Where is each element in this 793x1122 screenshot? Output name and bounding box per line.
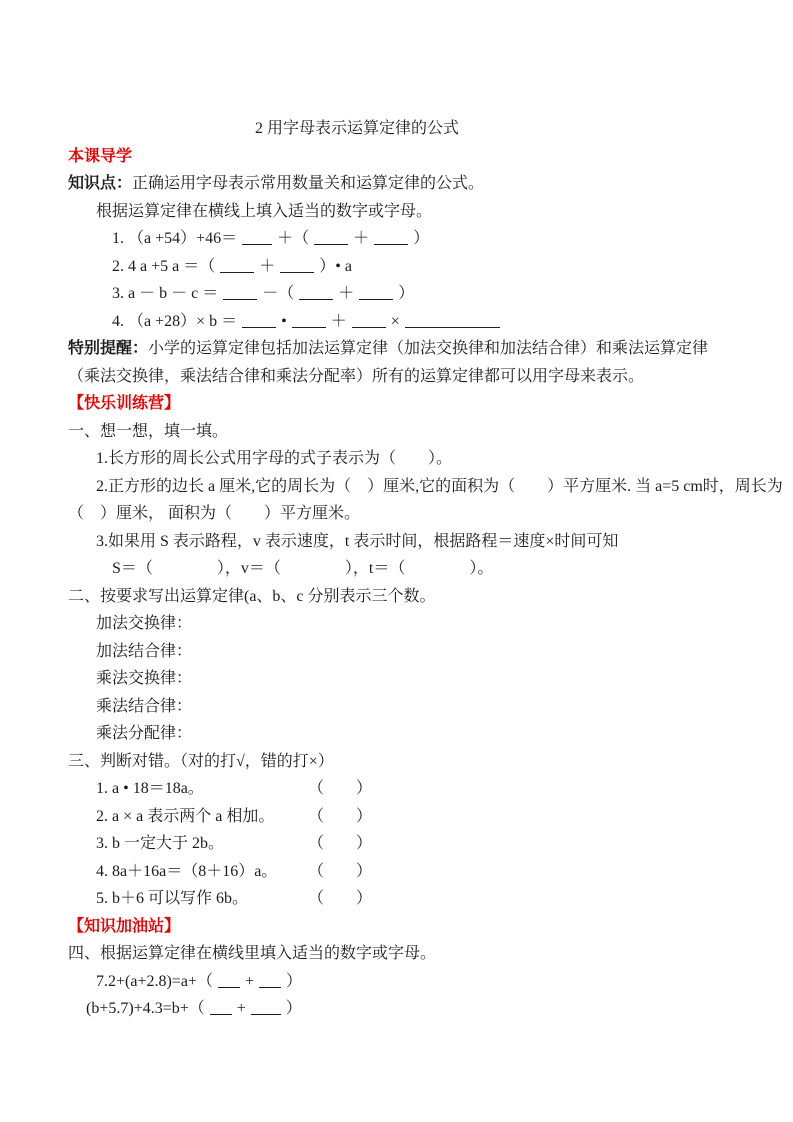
fill-blank: [405, 312, 500, 328]
judge-item-4: [68, 858, 739, 886]
special-reminder-label: 特别提醒：: [68, 340, 149, 357]
fill-text: ＋: [353, 230, 370, 247]
fill-text: 7.2+(a+2.8)=a+（: [96, 972, 213, 990]
fill-text: －（: [262, 285, 295, 302]
fill-text: ）: [285, 1000, 302, 1017]
judge-answer-paren: （ ）: [308, 780, 373, 797]
fill-blank: [251, 999, 281, 1015]
question1-item3-line1: 3.如果用 S 表示路程，v 表示速度，t 表示时间，根据路程＝速度×时间可知: [96, 532, 619, 550]
fill-blank: [259, 972, 281, 988]
judge-answer-paren: （ ）: [308, 890, 373, 907]
fill-text: ＋: [330, 312, 347, 330]
judge-item-3: [68, 830, 739, 858]
law-commutative-multiplication: 乘法交换律：: [96, 670, 193, 687]
question4-header: 四、根据运算定律在横线里填入适当的数字或字母。: [68, 945, 437, 962]
fill-text: (b+5.7)+4.3=b+（: [86, 1000, 205, 1017]
fill-blank: [223, 284, 257, 300]
fill-blank: [314, 229, 348, 245]
question4-fill-2: [68, 995, 739, 1023]
judge-text: 2. a × a 表示两个 a 相加。: [96, 807, 275, 825]
fill-text: ）: [398, 285, 415, 302]
judge-item-2: [68, 803, 739, 831]
fill-text: 3. a － b － c ＝: [112, 285, 219, 302]
knowledge-point-line: [68, 170, 739, 198]
fill-text: ×: [390, 312, 400, 330]
fill-text: ＋（: [277, 230, 310, 247]
fill-blank: [352, 312, 386, 328]
knowledge-point-text: 正确运用字母表示常用数量关和运算定律的公式。: [132, 175, 485, 192]
fill-blank: [210, 999, 232, 1015]
fill-blank: [220, 257, 254, 273]
fill-blank: [299, 284, 333, 300]
question2-header: 二、按要求写出运算定律(a、b、c 分别表示三个数。: [68, 587, 436, 605]
fill-text: +: [236, 1000, 246, 1017]
fill-blank: [218, 972, 240, 988]
fill-text: 2. 4 a +5 a ＝（: [112, 257, 216, 275]
fill-text: +: [244, 972, 254, 990]
fill-blank: [374, 229, 408, 245]
question1-item2-line2: （ ）厘米， 面积为（ ）平方厘米。: [68, 505, 361, 522]
fill-blank: [292, 312, 326, 328]
knowledge-station-heading: 【知识加油站】: [68, 917, 181, 935]
question1-item1: 1.长方形的周长公式用字母的式子表示为（ ）。: [96, 450, 453, 467]
special-reminder: [68, 335, 739, 390]
fill-text: ＋: [338, 285, 355, 302]
fill-text: ）: [286, 972, 303, 990]
guide-heading: 本课导学: [68, 147, 133, 165]
guide-instruction: 根据运算定律在横线上填入适当的数字或字母。: [96, 202, 433, 220]
knowledge-point-label: 知识点：: [68, 175, 133, 192]
question1-item2-line1: 2.正方形的边长 a 厘米,它的周长为（ ）厘米,它的面积为（ ）平方厘米. 当 a=5 cm时，周长为: [96, 477, 783, 495]
judge-item-1: [68, 775, 739, 803]
judge-text: 3. b 一定大于 2b。: [96, 835, 225, 852]
fill-blank: [359, 284, 393, 300]
law-associative-multiplication: 乘法结合律：: [96, 697, 193, 715]
fill-blank: [242, 312, 276, 328]
fill-blank: [280, 257, 314, 273]
judge-text: 5. b＋6 可以写作 6b。: [96, 890, 249, 907]
question1-header: 一、想一想，填一填。: [68, 422, 229, 440]
guide-fill-item-2: [68, 253, 739, 281]
question1-item3-line2: S＝（ ），v＝（ ），t＝（ ）。: [112, 560, 494, 577]
guide-fill-item-3: [68, 280, 739, 308]
law-commutative-addition: 加法交换律：: [96, 615, 193, 632]
question4-fill-1: [68, 968, 739, 996]
fill-text: 4. （a +28）× b ＝: [112, 312, 238, 330]
judge-answer-paren: （ ）: [308, 807, 373, 825]
judge-answer-paren: （ ）: [308, 835, 373, 852]
law-distributive-multiplication: 乘法分配律：: [96, 725, 193, 742]
fill-blank: [242, 229, 272, 245]
judge-text: 1. a • 18＝18a。: [96, 780, 204, 797]
page-title: 2 用字母表示运算定律的公式: [255, 120, 460, 137]
law-associative-addition: 加法结合律：: [96, 642, 193, 660]
fill-text: ＋: [259, 257, 276, 275]
judge-answer-paren: （ ）: [308, 862, 373, 880]
fill-text: ）: [413, 230, 430, 247]
guide-fill-item-4: [68, 308, 739, 336]
fill-text: •: [281, 312, 287, 330]
judge-item-5: [68, 885, 739, 913]
fill-text: 1. （a +54）+46＝: [112, 230, 238, 247]
judge-text: 4. 8a＋16a＝（8＋16）a。: [96, 862, 278, 880]
happy-camp-heading: 【快乐训练营】: [68, 395, 181, 412]
fill-text: ）• a: [319, 257, 352, 275]
special-reminder-text: 小学的运算定律包括加法运算定律（加法交换律和加法结合律）和乘法运算定律（乘法交换律，乘法结合律和乘法分配率）所有的运算定律都可以用字母来表示。: [68, 340, 709, 385]
guide-fill-item-1: [68, 225, 739, 253]
question3-header: 三、判断对错。（对的打√，错的打×）: [68, 752, 334, 770]
